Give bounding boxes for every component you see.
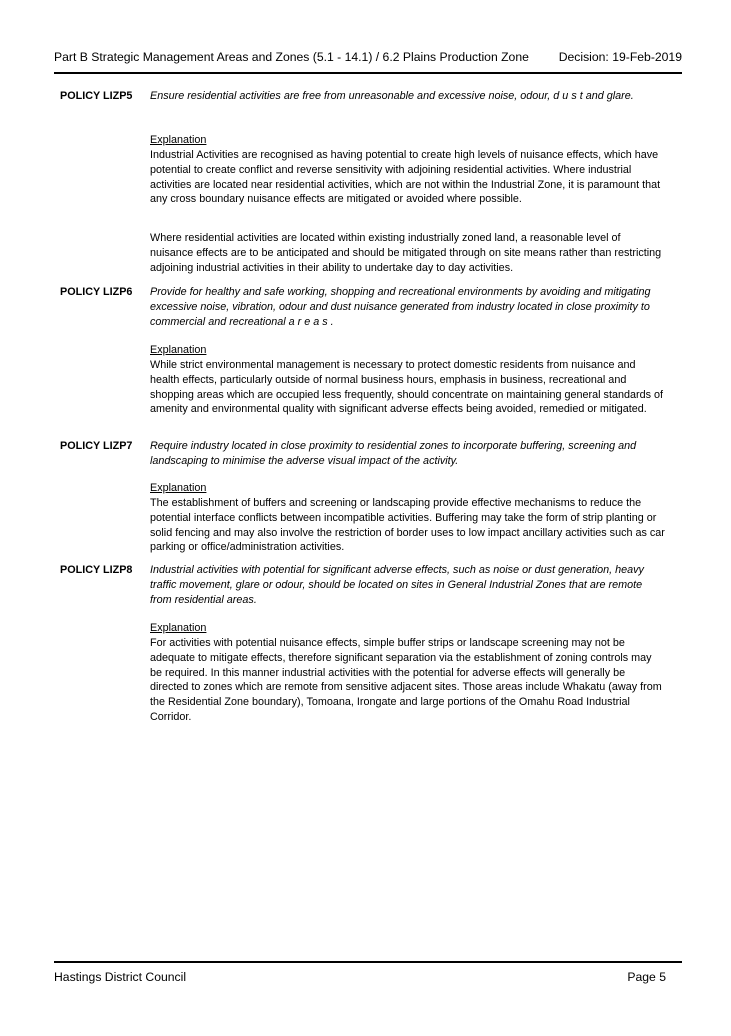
explanation-label: Explanation [150, 344, 207, 356]
policy-statement: Require industry located in close proximity to residential zones to incorporate buffering, screening and landscaping to minimise the adverse visual impact of the activity. [150, 440, 637, 467]
header-decision-date: Decision: 19-Feb-2019 [558, 50, 682, 64]
explanation-label: Explanation [150, 134, 207, 146]
policy-id: POLICY LIZP8 [60, 564, 133, 576]
policy-statement: Industrial activities with potential for significant adverse effects, such as noise or dust generation, heavy traffic movement, glare or odour, should be located on sites in General Industrial Zones that are remote from residential areas. [150, 564, 644, 606]
footer-divider [54, 961, 682, 963]
explanation-paragraph: For activities with potential nuisance effects, simple buffer strips or landscape screening may not be adequate to mitigate effects, therefore significant separation via the establishment of zoning controls may be required. In this manner industrial activities with the potential for adverse effects will generally be directed to zones which are remote from sensitive adjacent sites. Those areas include Whakatu (away from the Residential Zone boundary), Tomoana, Irongate and large portions of the Omahu Road Industrial Corridor. [150, 637, 662, 723]
explanation-label: Explanation [150, 482, 207, 494]
policy-id: POLICY LIZP5 [60, 90, 133, 102]
policy-statement: Ensure residential activities are free from unreasonable and excessive noise, odour, d u s t and glare. [150, 90, 634, 102]
page-header [54, 49, 682, 67]
header-divider [54, 72, 682, 74]
explanation-paragraph: The establishment of buffers and screening or landscaping provide effective mechanisms to reduce the potential interface conflicts between incompatible activities. Buffering may take the form of strip planting or solid fencing and may also involve the restriction of border uses to low impact ancillary activities such as car parking or office/administration activities. [150, 497, 665, 554]
page-footer [54, 969, 666, 985]
explanation-paragraph: Industrial Activities are recognised as having potential to create high levels of nuisance effects, which have potential to create conflict and reverse sensitivity with adjoining residential activities. Where industrial activities are located near residential activities, which are not within the Industrial Zone, it is paramount that any cross boundary nuisance effects are mitigated or avoided where possible. [150, 149, 661, 206]
explanation-label: Explanation [150, 622, 207, 634]
policy-statement: Provide for healthy and safe working, shopping and recreational environments by avoiding and mitigating excessive noise, vibration, odour and dust nuisance generated from industry located in close proximity to commercial and recreational a r e a s . [150, 286, 651, 328]
header-title: Part B Strategic Management Areas and Zones (5.1 - 14.1) / 6.2 Plains Production Zone [54, 50, 529, 64]
policy-id: POLICY LIZP7 [60, 440, 133, 452]
page-number: Page 5 [627, 970, 666, 984]
explanation-paragraph: While strict environmental management is necessary to protect domestic residents from nuisance and health effects, particularly outside of normal business hours, emphasis in business, recreational and shopping areas which are occupied less frequently, should concentrate on maintaining general standards of amenity and environmental quality with significant adverse effects being avoided, remedied or mitigated. [150, 359, 663, 416]
policy-id: POLICY LIZP6 [60, 286, 133, 298]
explanation-paragraph: Where residential activities are located within existing industrially zoned land, a reasonable level of nuisance effects are to be anticipated and should be mitigated through on site means rather than restricting adjoining industrial activities in their ability to undertake day to day activities. [150, 232, 662, 274]
footer-council-name: Hastings District Council [54, 970, 187, 984]
